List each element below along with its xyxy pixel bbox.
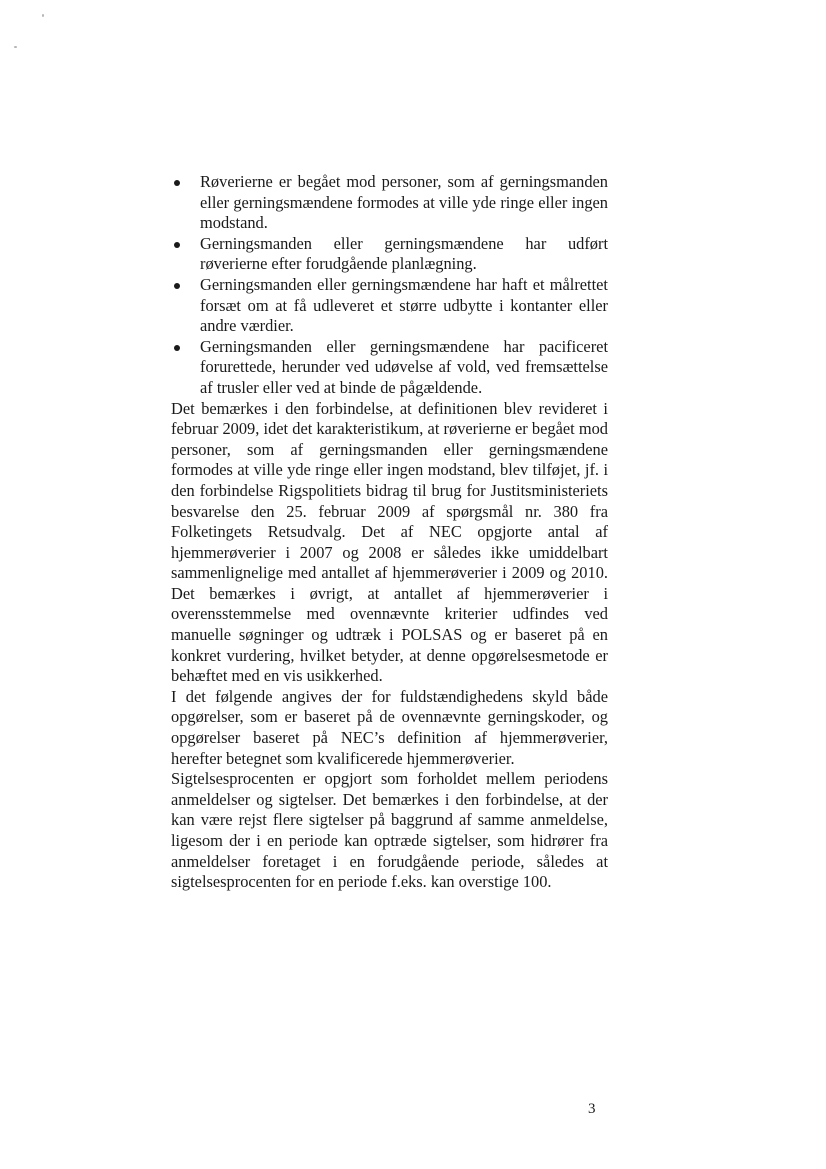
list-item-text: Gerningsmanden eller gerningsmændene har udført røverierne efter forudgående planlægning. — [200, 233, 608, 274]
paragraph-definition-revision: Det bemærkes i den forbindelse, at definitionen blev revideret i februar 2009, idet det karakteristikum, at røverierne er begået mod personer, som af gerningsmanden eller gerningsmændene formodes at ville yde ringe eller ingen modstand, blev tilføjet, jf. i den forbindelse Rigspolitiets bidrag til brug for Justitsministeriets besvarelse den 25. februar 2009 af spørgsmål nr. 380 fra Folketingets Retsudvalg. Det af NEC opgjorte antal af hjemmerøverier i 2007 og 2008 er således ikke umiddelbart sammenlignelige med antallet af hjemmerøverier i 2009 og 2010. Det bemærkes i øvrigt, at antallet af hjemmerøverier i overensstemmelse med ovennævnte kriterier udfindes ved manuelle søgninger og udtræk i POLSAS og er baseret på en konkret vurdering, hvilket betyder, at denne opgørelsesmetode er behæftet med en vis usikkerhed. — [171, 398, 608, 686]
list-item-text: Gerningsmanden eller gerningsmændene har pacificeret forurettede, herunder ved udøvelse af vold, ved fremsættelse af trusler eller ved at binde de pågældende. — [200, 336, 608, 397]
list-item — [171, 337, 608, 399]
scan-speck — [42, 14, 44, 17]
scan-speck — [14, 46, 17, 48]
bullet-icon — [174, 180, 180, 186]
list-item — [171, 275, 608, 337]
paragraph-charge-percentage: Sigtelsesprocenten er opgjort som forholdet mellem periodens anmeldelser og sigtelser. Det bemærkes i den forbindelse, at der kan være rejst flere sigtelser på baggrund af samme anmeldelse, ligesom der i en periode kan optræde sigtelser, som hidrører fra anmeldelser foretaget i en forudgående periode, således at sigtelsesprocenten for en periode f.eks. kan overstige 100. — [171, 769, 608, 892]
list-item — [171, 172, 608, 234]
bullet-icon — [174, 242, 180, 248]
bullet-icon — [174, 345, 180, 351]
list-item — [171, 234, 608, 275]
criteria-list — [171, 172, 608, 399]
list-item-text: Røverierne er begået mod personer, som af gerningsmanden eller gerningsmændene formodes at ville yde ringe eller ingen modstand. — [200, 172, 608, 233]
page-number: 3 — [588, 1101, 596, 1117]
paragraph-completeness: I det følgende angives der for fuldstændighedens skyld både opgørelser, som er baseret på de ovennævnte gerningskoder, og opgørelser baseret på NEC’s definition af hjemmerøverier, herefter betegnet som kvalificerede hjemmerøverier. — [171, 686, 608, 768]
bullet-icon — [174, 283, 180, 289]
document-body — [171, 172, 608, 893]
list-item-text: Gerningsmanden eller gerningsmændene har haft et målrettet forsæt om at få udleveret et større udbytte i kontanter eller andre værdier. — [200, 274, 608, 336]
